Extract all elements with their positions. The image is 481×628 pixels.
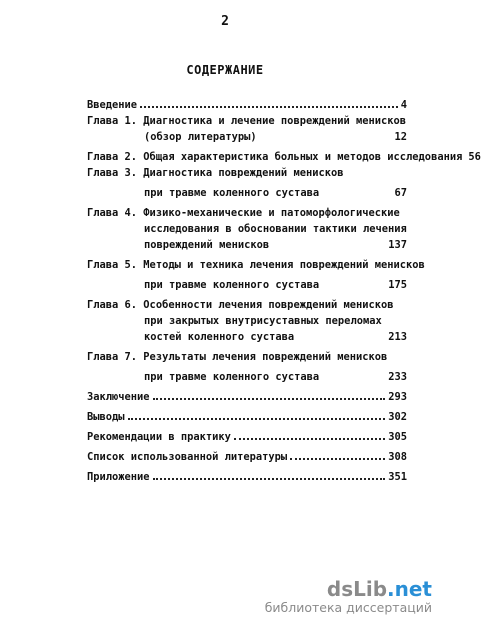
toc-entry-chapter-5 <box>87 255 425 271</box>
watermark-brand: dsLib <box>326 577 388 601</box>
toc-entry-appendix <box>87 467 407 483</box>
dot-leader <box>140 106 398 108</box>
toc-label: Глава 1. Диагностика и лечение повреждений менисков <box>87 115 407 127</box>
toc-label: при травме коленного сустава <box>144 187 320 199</box>
dot-leader <box>234 438 385 440</box>
toc-page: 293 <box>388 391 407 403</box>
dot-leader <box>290 458 385 460</box>
toc-page: 12 <box>394 131 407 143</box>
toc-entry-chapter-6-cont-2 <box>87 327 407 343</box>
toc-page: 4 <box>400 99 407 111</box>
watermark-brand-domain: .net <box>387 577 432 601</box>
toc-page: 305 <box>388 431 407 443</box>
toc-entry-chapter-4-cont-2 <box>87 235 407 251</box>
toc-label: повреждений менисков <box>144 239 270 251</box>
page-number: 2 <box>221 14 229 29</box>
dot-leader <box>153 398 386 400</box>
toc-label: Список использованной литературы <box>87 451 288 463</box>
toc-label: Введение <box>87 99 138 111</box>
toc-entry-chapter-3-cont <box>87 183 407 199</box>
toc-page: 351 <box>388 471 407 483</box>
toc-label: Выводы <box>87 411 125 423</box>
watermark-logo <box>265 578 432 600</box>
toc-entry-introduction <box>87 95 407 111</box>
toc-entry-chapter-4 <box>87 203 407 219</box>
toc-entry-chapter-5-cont <box>87 275 407 291</box>
toc-entry-conclusion <box>87 387 407 403</box>
toc-label: при закрытых внутрисуставных переломах <box>144 315 382 327</box>
toc-entry-chapter-4-cont-1 <box>87 219 407 235</box>
toc-label: Глава 7. Результаты лечения повреждений менисков <box>87 351 388 363</box>
toc-page: 67 <box>394 187 407 199</box>
toc-entry-chapter-1-cont <box>87 127 407 143</box>
toc-label: Глава 2. Общая характеристика больных и методов исследования <box>87 151 463 163</box>
watermark-subtitle: библиотека диссертаций <box>264 600 432 615</box>
toc-entry-chapter-2 <box>87 147 481 163</box>
toc-entry-chapter-6-cont-1 <box>87 311 407 327</box>
toc-label: костей коленного сустава <box>144 331 295 343</box>
toc-label: Глава 3. Диагностика повреждений менисков <box>87 167 344 179</box>
toc-label: Заключение <box>87 391 150 403</box>
toc-page: 175 <box>388 279 407 291</box>
toc-entry-bibliography <box>87 447 407 463</box>
toc-label: Глава 6. Особенности лечения повреждений менисков <box>87 299 394 311</box>
toc-label: при травме коленного сустава <box>144 371 320 383</box>
watermark <box>265 578 432 615</box>
toc-page: 213 <box>388 331 407 343</box>
toc-entry-chapter-6 <box>87 295 407 311</box>
toc-entry-chapter-1 <box>87 111 407 127</box>
toc-label: при травме коленного сустава <box>144 279 320 291</box>
toc-entry-recommendations <box>87 427 407 443</box>
dot-leader <box>128 418 386 420</box>
toc-label: Глава 5. Методы и техника лечения повреждений менисков <box>87 259 425 271</box>
toc-entry-chapter-3 <box>87 163 407 179</box>
dot-leader <box>153 478 386 480</box>
toc-page: 137 <box>388 239 407 251</box>
toc-label: Глава 4. Физико-механические и патоморфологические <box>87 207 400 219</box>
toc-page: 56 <box>468 151 481 163</box>
toc-entry-chapter-7 <box>87 347 407 363</box>
toc-entry-chapter-7-cont <box>87 367 407 383</box>
toc-label: исследования в обосновании тактики лечения <box>144 223 407 235</box>
toc-entry-findings <box>87 407 407 423</box>
toc-page: 233 <box>388 371 407 383</box>
toc-page: 308 <box>388 451 407 463</box>
toc-label: Рекомендации в практику <box>87 431 231 443</box>
toc-label: Приложение <box>87 471 150 483</box>
toc-title: СОДЕРЖАНИЕ <box>186 63 264 77</box>
toc-page: 302 <box>388 411 407 423</box>
toc-label: (обзор литературы) <box>144 131 257 143</box>
